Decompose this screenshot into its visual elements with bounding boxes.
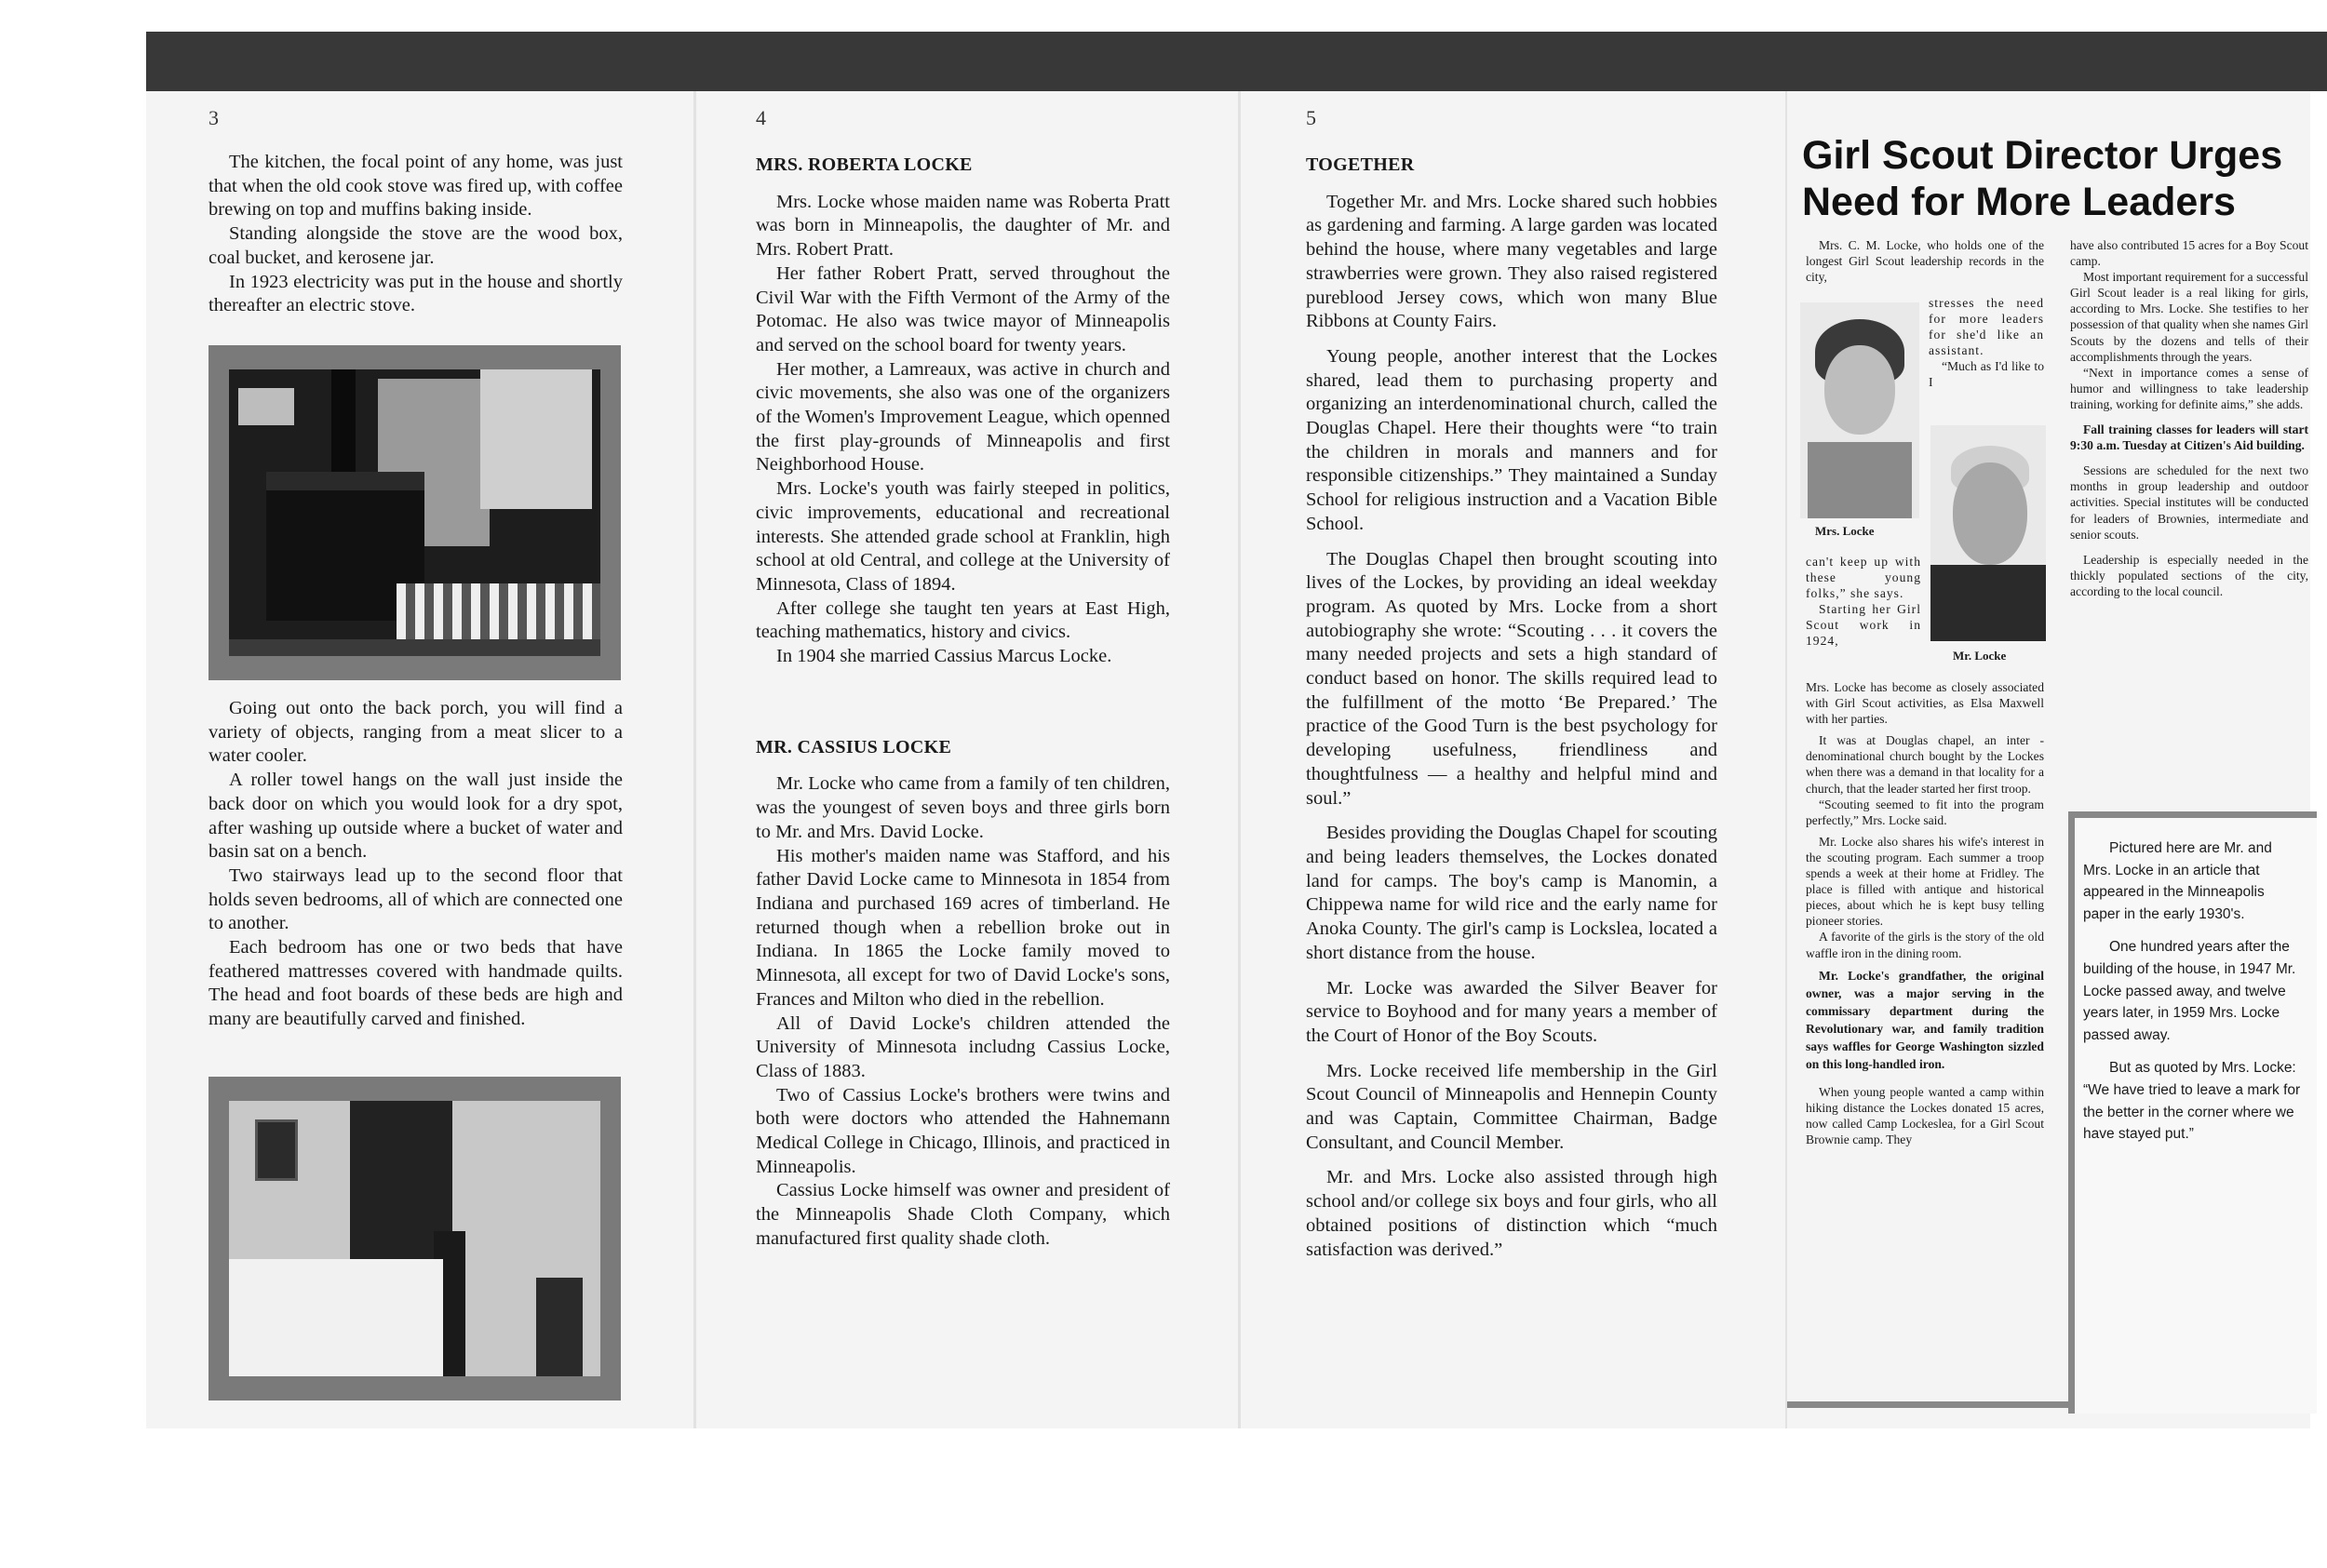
paragraph: All of David Locke's children attended the University of Minnesota includng Cassius Locke, Class of 1883. (756, 1012, 1170, 1081)
paragraph: Mrs. Locke whose maiden name was Roberta Pratt was born in Minneapolis, the daughter of Mr. and Mrs. Robert Pratt. (756, 191, 1170, 261)
paragraph: Leadership is especially needed in the thickly populated sections of the city, according to the local council. (2070, 552, 2308, 598)
paragraph: “Much as I'd like to I (1929, 359, 2044, 390)
paragraph: Mr. Locke also shares his wife's interest in the scouting program. Each summer a troop spends a week at their home at Fridley. The place is filled with antique and historical pieces, about which he is kept busy telling pioneer stories. (1806, 834, 2044, 929)
fold-line-1 (693, 91, 696, 1428)
bedroom-photo (208, 1077, 621, 1400)
panel3-text-top (208, 151, 623, 318)
page-number-3: 3 (208, 106, 219, 129)
heading-roberta-locke: MRS. ROBERTA LOCKE (756, 154, 973, 175)
top-dark-band (146, 32, 2310, 91)
paragraph: Mrs. Locke has become as closely associated with Girl Scout activities, as Elsa Maxwell with her parties. (1806, 680, 2044, 727)
paragraph: Cassius Locke himself was owner and president of the Minneapolis Shade Cloth Company, which manufactured first quality shade cloth. (756, 1180, 1170, 1249)
paragraph: Mr. Locke was awarded the Silver Beaver for service to Boyhood and for many years a member of the Court of Honor of the Boy Scouts. (1306, 977, 1717, 1046)
paragraph: Mrs. C. M. Locke, who holds one of the longest Girl Scout leadership records in the city, (1806, 238, 2044, 285)
paragraph: Two of Cassius Locke's brothers were twins and both were doctors who attended the Hahnemann Medical College in Chicago, Illinois, and practiced in Minneapolis. (756, 1084, 1170, 1177)
caption-mrs-locke: Mrs. Locke (1815, 524, 1875, 538)
paragraph: Going out onto the back porch, you will find a variety of objects, ranging from a meat slicer to a water cooler. (208, 698, 623, 767)
caption-mr-locke: Mr. Locke (1953, 649, 2007, 663)
paragraph: have also contributed 15 acres for a Boy Scout camp. (2070, 238, 2308, 269)
paragraph: Starting her Girl Scout work in 1924, (1806, 602, 1921, 649)
panel3-text-bottom (208, 697, 623, 1032)
paragraph: Together Mr. and Mrs. Locke shared such hobbies as gardening and farming. A large garden was located behind the house, where many vegetables and large strawberries were grown. They also raised registered pureblood Jersey cows, which won many Blue Ribbons at County Fairs. (1306, 191, 1717, 332)
paragraph: Mrs. Locke's youth was fairly steeped in politics, civic improvements, educational and recreational interests. She attended grade school at Franklin, high school at old Central, and college at the University of Minnesota, Class of 1894. (756, 478, 1170, 595)
paragraph: A roller towel hangs on the wall just inside the back door on which you would look for a dry spot, after washing up outside where a bucket of water and basin sat on a bench. (208, 770, 623, 863)
clipping-column-2 (2070, 237, 2308, 599)
paragraph: One hundred years after the building of the house, in 1947 Mr. Locke passed away, and twelve years later, in 1959 Mrs. Locke passed away. (2083, 939, 2296, 1043)
paragraph: In 1923 electricity was put in the house and shortly thereafter an electric stove. (208, 271, 623, 316)
paragraph: Mr. and Mrs. Locke also assisted through high school and/or college six boys and four girls, who all obtained positions of distinction which “much satisfaction was derived.” (1306, 1167, 1717, 1260)
paragraph: Sessions are scheduled for the next two months in group leadership and outdoor activities. Special institutes will be conducted for leaders of Brownies, intermediate and senior scouts. (2070, 463, 2308, 542)
paragraph: stresses the need for more leaders for she'd like an assistant. (1929, 296, 2044, 358)
clipping-column-1 (1806, 679, 2044, 1147)
paragraph-bold: Fall training classes for leaders will start 9:30 a.m. Tuesday at Citizen's Aid building. (2070, 422, 2308, 453)
paragraph: Most important requirement for a successful Girl Scout leader is a real liking for girls, according to Mrs. Locke. She testifies to her possession of that quality when she names Girl Scouts by the dozens and tells of their accomplishments through the years. (2070, 270, 2308, 364)
paragraph: The Douglas Chapel then brought scouting into lives of the Lockes, by providing an ideal weekday program. As quoted by Mrs. Locke from a short autobiography she wrote: “Scouting . . . it covers the many needed projects and sets a high standard of conduct based on honor. The skills required lead to the fulfillment of the motto ‘Be Prepared.’ The practice of the Good Turn is the best psychology for developing usefulness, friendliness and thoughtfulness — a healthy and helpful mind and soul.” (1306, 548, 1717, 809)
fold-line-2 (1238, 91, 1241, 1428)
paragraph-bold: Mr. Locke's grandfather, the original owner, was a major serving in the commissary department during the Revolutionary war, and family tradition says waffles for George Washington sizzled on this long-handled iron. (1806, 968, 2044, 1071)
paragraph: Besides providing the Douglas Chapel for scouting and being leaders themselves, the Lockes donated land for camps. The boy's camp is Manomin, a Chippewa name for wild rice and the early name for Anoka County. The girl's camp is Lockslea, located a short distance from the house. (1306, 823, 1717, 963)
paragraph: Pictured here are Mr. and Mrs. Locke in an article that appeared in the Minneapolis paper in the early 1930's. (2083, 840, 2272, 922)
panel4-text (756, 154, 1170, 1252)
paragraph: Young people, another interest that the Lockes shared, lead them to purchasing property and organizing an interdenominational church, called the Douglas Chapel. Here their thoughts were “to train the children in morals and manners and for responsible citizenships.” They maintained a Sunday School for religious instruction and a Vacation Bible School. (1306, 345, 1717, 534)
heading-cassius-locke: MR. CASSIUS LOCKE (756, 736, 952, 757)
photo-mr-locke (1930, 425, 2046, 641)
paragraph: After college she taught ten years at East High, teaching mathematics, history and civics. (756, 597, 1170, 643)
kitchen-photo (208, 345, 621, 680)
paragraph: can't keep up with these young folks,” she says. (1806, 555, 1921, 601)
heading-together: TOGETHER (1306, 154, 1415, 175)
paragraph: When young people wanted a camp within hiking distance the Lockes donated 15 acres, now called Camp Lockeslea, for a Girl Scout Brownie camp. They (1806, 1084, 2044, 1146)
clipping-wrap-text (1929, 295, 2044, 391)
paragraph: In 1904 she married Cassius Marcus Locke. (776, 646, 1112, 667)
clipping-headline: Girl Scout Director Urges Need for More Leaders (1802, 133, 2283, 224)
page-number-5: 5 (1306, 106, 1316, 129)
paragraph: A favorite of the girls is the story of the old waffle iron in the dining room. (1806, 930, 2044, 960)
paragraph: “Scouting seemed to fit into the program perfectly,” Mrs. Locke said. (1806, 797, 2044, 827)
paragraph: His mother's maiden name was Stafford, and his father David Locke came to Minnesota in 1854 from Indiana and purchased 169 acres of timberland. He returned though when a rebellion broke out in Indiana. In 1865 the Locke family moved to Minnesota, all except for two of David Locke's sons, Frances and Milton who died in the rebellion. (756, 845, 1170, 1010)
paragraph: Mrs. Locke received life membership in the Girl Scout Council of Minneapolis and Hennepin County and was Captain, Committee Chairman, Badge Consultant, and Council Member. (1306, 1060, 1717, 1153)
paragraph: Mr. Locke who came from a family of ten children, was the youngest of seven boys and three girls born to Mr. and Mrs. David Locke. (756, 773, 1170, 842)
photo-mrs-locke (1800, 302, 1919, 518)
clipping-after-photo (1806, 554, 1921, 650)
paragraph: Standing alongside the stove are the wood box, coal bucket, and kerosene jar. (208, 223, 623, 268)
paragraph: Her mother, a Lamreaux, was active in church and civic movements, she also was one of the organizers of the Women's Improvement League, which openned the first play-grounds of Minneapolis and first Neighborhood House. (756, 358, 1170, 476)
paragraph: “Next in importance comes a sense of humor and willingness to take leadership training, working for definite aims,” she adds. (2070, 365, 2308, 411)
paragraph: It was at Douglas chapel, an inter - denominational church bought by the Lockes when there was a demand in that locality for a church, that the leader started her first troop. (1806, 733, 2044, 796)
paragraph: Two stairways lead up to the second floor that holds seven bedrooms, all of which are connected one to another. (208, 864, 623, 934)
paragraph: Each bedroom has one or two beds that have feathered mattresses covered with handmade quilts. The head and foot boards of these beds are high and many are beautifully carved and finished. (208, 937, 623, 1030)
paragraph: Her father Robert Pratt, served throughout the Civil War with the Fifth Vermont of the Army of the Potomac. He also was twice mayor of Minneapolis and served on the school board for twenty years. (756, 262, 1170, 355)
paragraph: But as quoted by Mrs. Locke: “We have tried to leave a mark for the better in the corner where we have stayed put.” (2083, 1060, 2301, 1143)
clipping-intro (1806, 237, 2044, 285)
caption-box-text (2083, 838, 2303, 1157)
page-number-4: 4 (756, 106, 766, 129)
panel5-text (1306, 154, 1717, 1262)
paragraph: The kitchen, the focal point of any home, was just that when the old cook stove was fired up, with coffee brewing on top and muffins baking inside. (208, 152, 623, 221)
clipping-bottom-rule (1787, 1401, 2072, 1408)
top-dark-band-edge (2310, 32, 2327, 91)
